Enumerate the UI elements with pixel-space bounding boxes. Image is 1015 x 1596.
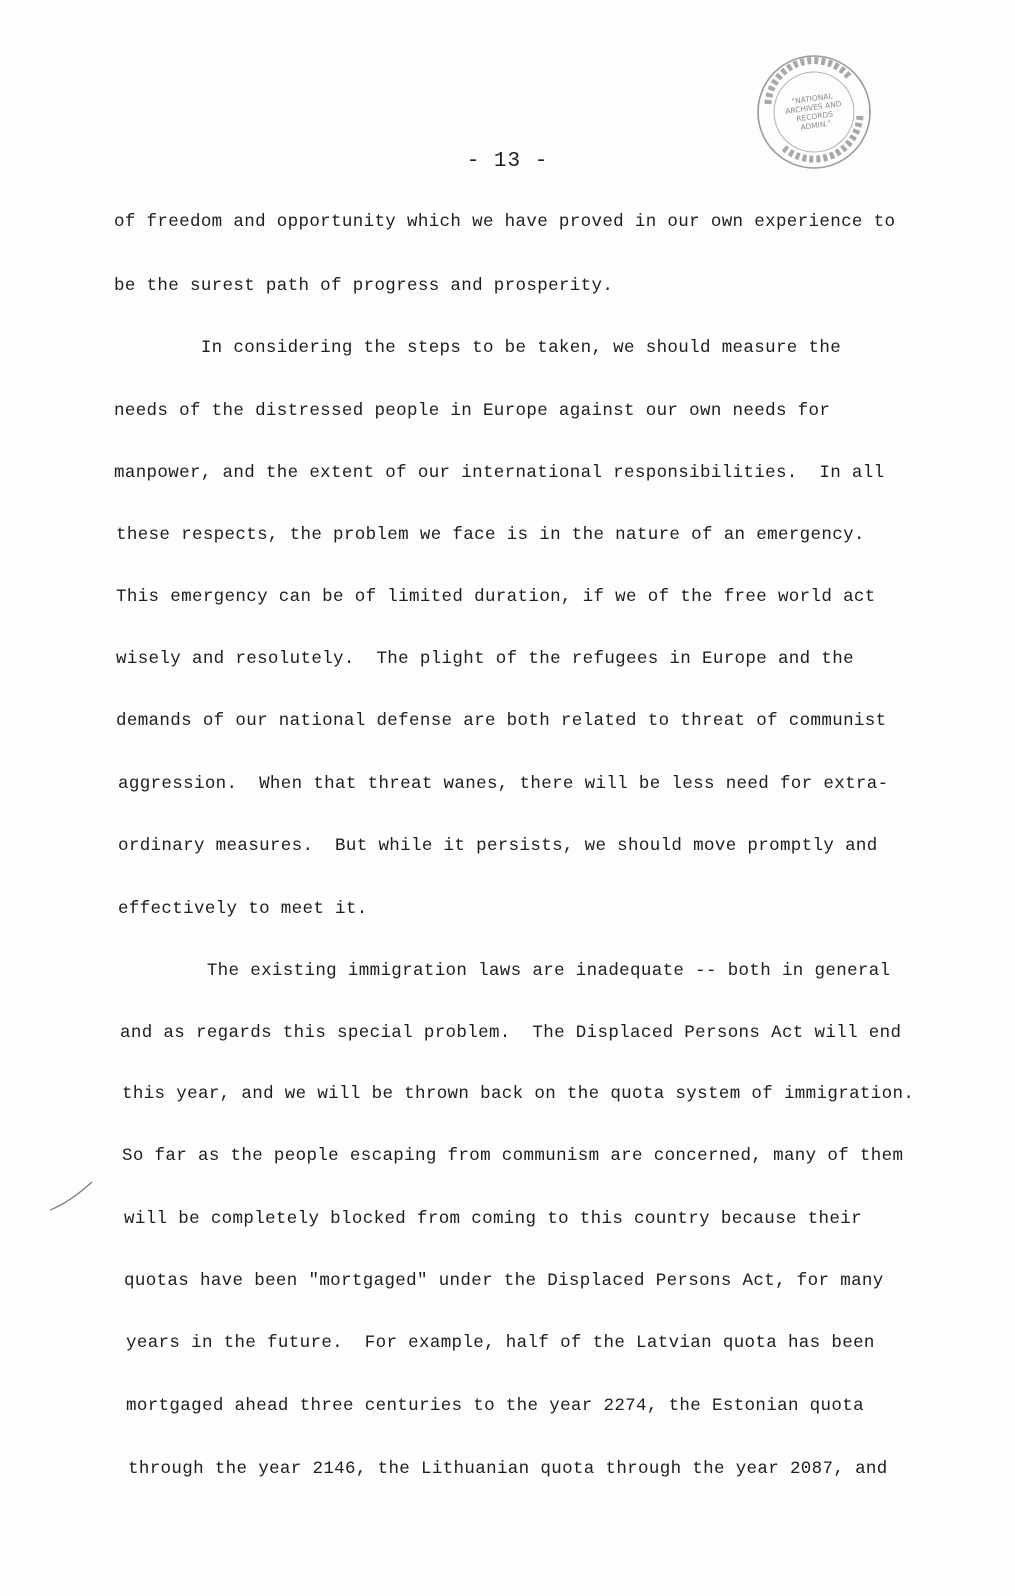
text-line: these respects, the problem we face is in the nature of an emergency. [116, 525, 865, 545]
text-line: years in the future. For example, half of the Latvian quota has been [126, 1333, 875, 1353]
text-line: will be completely blocked from coming to this country because their [124, 1209, 862, 1229]
text-line: needs of the distressed people in Europe against our own needs for [114, 401, 831, 421]
text-line: manpower, and the extent of our international responsibilities. In all [114, 463, 885, 483]
text-line: wisely and resolutely. The plight of the refugees in Europe and the [116, 649, 854, 669]
text-line: The existing immigration laws are inadequate -- both in general [120, 961, 891, 981]
text-line: through the year 2146, the Lithuanian quota through the year 2087, and [128, 1459, 888, 1479]
text-line: and as regards this special problem. The Displaced Persons Act will end [120, 1023, 902, 1043]
text-line: be the surest path of progress and prosperity. [114, 276, 614, 296]
stamp-text: "NATIONAL ARCHIVES AND RECORDS ADMIN." [784, 91, 843, 132]
text-line: aggression. When that threat wanes, there will be less need for extra- [118, 774, 889, 794]
text-line: In considering the steps to be taken, we should measure the [114, 338, 842, 358]
text-line: of freedom and opportunity which we have proved in our own experience to [114, 212, 896, 232]
text-line: quotas have been "mortgaged" under the Displaced Persons Act, for many [124, 1271, 884, 1291]
text-line: This emergency can be of limited duration, if we of the free world act [116, 587, 876, 607]
text-line: So far as the people escaping from communism are concerned, many of them [122, 1146, 904, 1166]
page-number: - 13 - [466, 150, 549, 173]
pencil-mark-icon [48, 1176, 98, 1216]
text-line: mortgaged ahead three centuries to the year 2274, the Estonian quota [126, 1396, 864, 1416]
text-line: demands of our national defense are both related to threat of communist [116, 711, 887, 731]
text-line: effectively to meet it. [118, 899, 368, 919]
text-line: this year, and we will be thrown back on the quota system of immigration. [122, 1084, 915, 1104]
text-line: ordinary measures. But while it persists, we should move promptly and [118, 836, 878, 856]
